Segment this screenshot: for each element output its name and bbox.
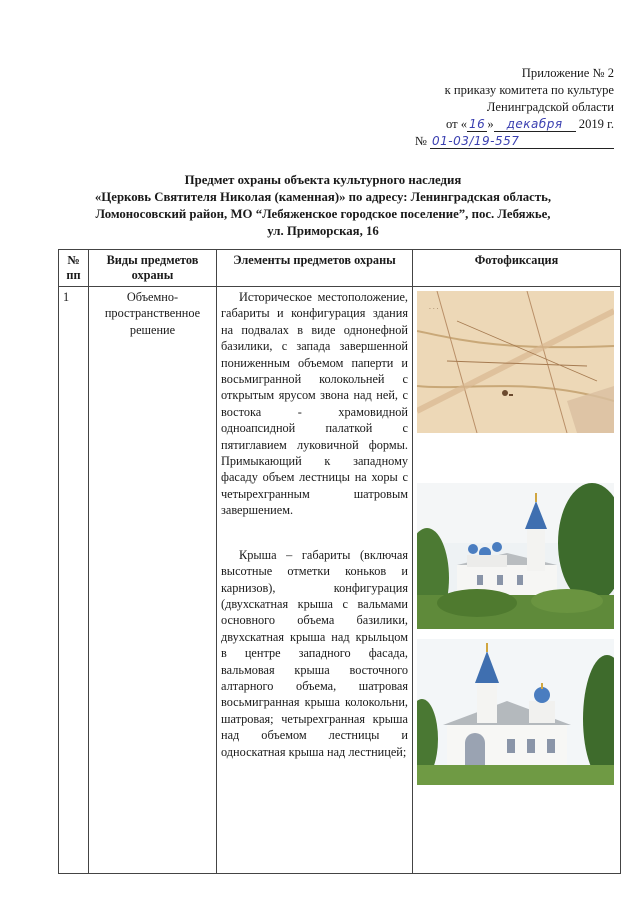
row-elements [217,287,413,874]
protection-table [58,249,621,874]
document-title [40,172,606,240]
number-value: 01-03/19-557 [430,134,614,149]
date-day: 16 [469,117,486,131]
header-types: Виды предметов охраны [89,250,217,287]
header-photo: Фотофиксация [413,250,621,287]
date-month: декабря [494,117,576,132]
row-number: 1 [59,287,89,874]
header-elements: Элементы предметов охраны [217,250,413,287]
church-close-photo [417,639,614,785]
title-line-3: Ломоносовский район, МО “Лебяженское городское поселение”, пос. Лебяжье, [95,207,551,221]
historic-map-photo [417,291,614,433]
appendix-number [415,133,614,150]
photo-cell [413,287,621,874]
appendix-date [415,116,614,133]
elements-paragraph-1: Историческое местоположение, габариты и конфигурация здания на подвалах в виде однонефной базилики, с запада завершенной пониженным объемом паперти и восьмигранной колокольней с открытым ярусом звона над ней, с востока - храмовидной одноапсидной палаткой с пятиглавием луковичной формы. Примыкающий к западному фасаду объем лестницы на хоры с четырехгранным шатровым завершением. [221,290,408,518]
date-mid: » [487,117,494,131]
appendix-line-2: к приказу комитета по культуре [444,83,614,97]
elements-paragraph-2: Крыша – габариты (включая высотные отметки коньков и карнизов), конфигурация (двухскатная крыша с вальмами основного объема базилики, двухскатная крыша над крыльцом в центре западного фасада, вальмовая крыша восточного алтарного объема, шатровая восьмигранная крыша колокольни, шатровая; четырехгранная крыша над объемом лестницы и односкатная крыша над лестницей; [221,547,408,759]
appendix-line-1: Приложение № 2 [521,66,614,80]
church-distant-photo [417,483,614,629]
row-type: Объемно-пространственное решение [89,287,217,874]
table-row [59,287,621,874]
header-num: № пп [59,250,89,287]
appendix-block [415,65,614,150]
svg-text:. . .: . . . [429,304,439,311]
appendix-line-3: Ленинградской области [486,100,614,114]
title-line-2: «Церковь Святителя Николая (каменная)» по адресу: Ленинградская область, [94,190,552,204]
title-line-1: Предмет охраны объекта культурного наследия [184,173,462,187]
number-prefix: № [414,134,427,148]
date-prefix: от « [445,117,468,131]
table-header-row [59,250,621,287]
date-year: 2019 г. [578,117,614,131]
title-line-4: ул. Приморская, 16 [267,224,379,238]
